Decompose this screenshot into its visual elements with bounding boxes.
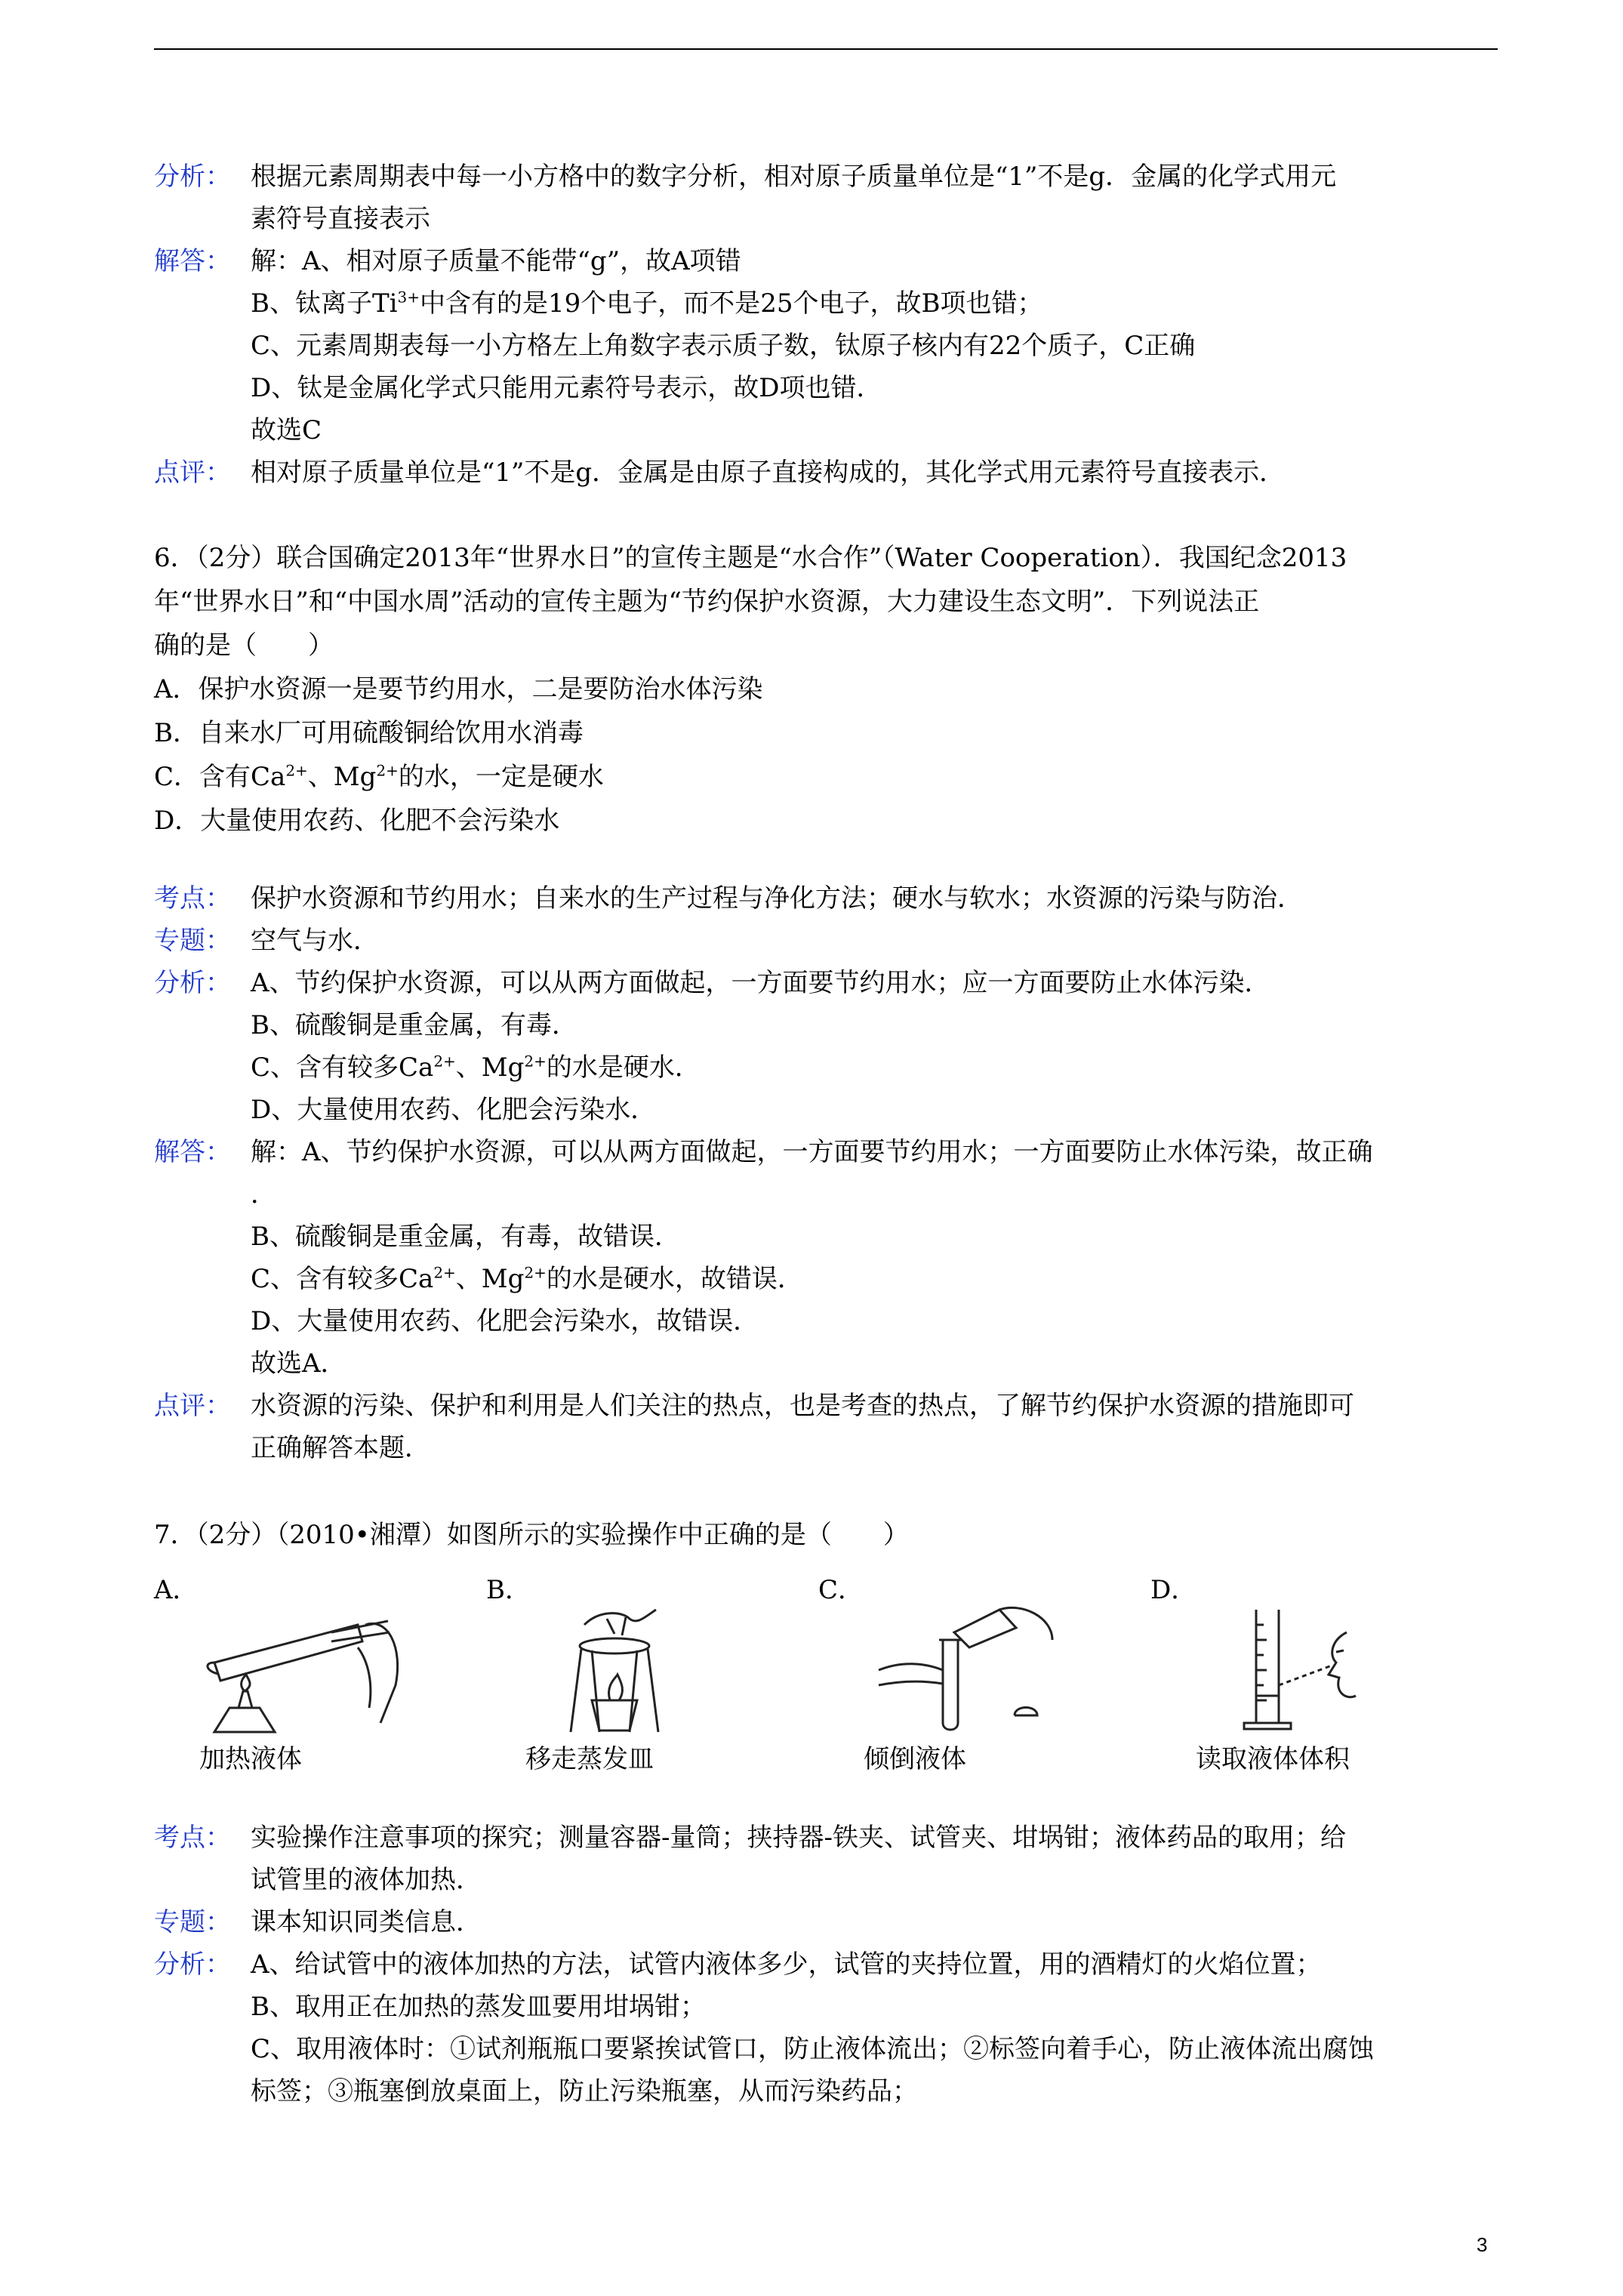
q7-analysis: [154, 1817, 1505, 2113]
figure-caption: 读取液体体积: [1196, 1744, 1350, 1774]
reading-liquid-volume-illustration: [1181, 1602, 1407, 1738]
text-line: 标签；③瓶塞倒放桌面上，防止污染瓶塞，从而污染药品；: [251, 2076, 918, 2106]
label-zhuanti: 专题：: [154, 1907, 231, 1937]
text-line: 实验操作注意事项的探究；测量容器-量筒；挟持器-铁夹、试管夹、坩埚钳；液体药品的取用；给: [251, 1823, 1346, 1853]
question-stem-line: 年“世界水日”和“中国水周”活动的宣传主题为“节约保护水资源，大力建设生态文明”．下列说法正: [154, 587, 1260, 617]
label-fenxi: 分析：: [154, 162, 231, 192]
q5-jieda: [154, 240, 1505, 451]
text-line: A、给试管中的液体加热的方法，试管内液体多少，试管的夹持位置，用的酒精灯的火焰位置；: [251, 1949, 1322, 1980]
figure-letter: C．: [818, 1575, 864, 1605]
q5-analysis: [154, 156, 1505, 494]
label-jieda: 解答：: [154, 246, 231, 276]
label-fenxi: 分析：: [154, 1949, 231, 1980]
option-b: B．自来水厂可用硫酸铜给饮用水消毒: [154, 718, 584, 748]
figure-caption: 移走蒸发皿: [525, 1744, 654, 1774]
q5-fenxi: [154, 156, 1505, 240]
text-line: 根据元素周期表中每一小方格中的数字分析，相对原子质量单位是“1”不是g．金属的化学式用元: [251, 162, 1337, 192]
text-line: B、钛离子$Ti^{3+}$中含有的是19个电子，而不是25个电子，故B项也错；: [251, 288, 1043, 319]
q7-question: [154, 1513, 1505, 1557]
figure-letter: D．: [1150, 1575, 1197, 1605]
text-line: 解：A、相对原子质量不能带“g”，故A项错: [251, 246, 741, 276]
q6-question: [154, 536, 1505, 843]
text-line: 解：A、节约保护水资源，可以从两方面做起，一方面要节约用水；一方面要防止水体污染，故正确: [251, 1137, 1373, 1167]
question-stem-line: 确的是（ ）: [154, 630, 334, 661]
text-line: 故选C: [251, 415, 322, 445]
q6-dianping: [154, 1385, 1505, 1469]
label-kaodian: 考点：: [154, 1823, 231, 1853]
option-c: C．含有$Ca^{2+}$、$Mg^{2+}$的水，一定是硬水: [154, 761, 604, 792]
figure-caption: 倾倒液体: [864, 1744, 966, 1774]
text-line: B、硫酸铜是重金属，有毒．: [251, 1010, 577, 1040]
label-kaodian: 考点：: [154, 883, 231, 914]
text-line: C、含有较多$Ca^{2+}$、$Mg^{2+}$的水是硬水．: [251, 1052, 701, 1083]
q7-kaodian: [154, 1817, 1505, 1901]
q6-fenxi: [154, 962, 1505, 1131]
text-line: 素符号直接表示: [251, 204, 430, 234]
text-line: 空气与水．: [251, 926, 379, 956]
label-zhuanti: 专题：: [154, 926, 231, 956]
text-line: 试管里的液体加热．: [251, 1865, 482, 1895]
figure-b: [486, 1575, 803, 1786]
label-dianping: 点评：: [154, 1391, 231, 1421]
figure-c: [818, 1575, 1135, 1786]
text-line: D、大量使用农药、化肥会污染水，故错误．: [251, 1306, 759, 1336]
label-dianping: 点评：: [154, 458, 231, 488]
heating-liquid-illustration: [184, 1602, 411, 1738]
text-line: 水资源的污染、保护和利用是人们关注的热点，也是考查的热点，了解节约保护水资源的措施即可: [251, 1391, 1354, 1421]
text-line: C、含有较多$Ca^{2+}$、$Mg^{2+}$的水是硬水，故错误．: [251, 1263, 803, 1294]
option-a: A．保护水资源一是要节约用水，二是要防治水体污染: [154, 674, 763, 704]
label-fenxi: 分析：: [154, 968, 231, 998]
q5-dianping: [154, 451, 1505, 494]
q6-kaodian: [154, 877, 1505, 920]
text-line: 正确解答本题．: [251, 1433, 430, 1463]
text-line: D、大量使用农药、化肥会污染水．: [251, 1095, 657, 1125]
text-line: 故选A．: [251, 1348, 346, 1379]
figure-letter: B．: [486, 1575, 531, 1605]
text-line: C、取用液体时：①试剂瓶瓶口要紧挨试管口，防止液体流出；②标签向着手心，防止液体流出腐蚀: [251, 2034, 1375, 2064]
text-line: ．: [251, 1179, 276, 1210]
question-stem-line: 6．（2分）联合国确定2013年“世界水日”的宣传主题是“水合作”（Water Cooperation）．我国纪念2013: [154, 543, 1347, 573]
removing-evaporating-dish-illustration: [516, 1602, 743, 1738]
figure-caption: 加热液体: [199, 1744, 302, 1774]
pouring-liquid-illustration: [848, 1602, 1075, 1738]
header-rule: [154, 48, 1498, 50]
figure-a: [154, 1575, 471, 1786]
q6-zhuanti: [154, 920, 1505, 962]
figure-letter: A．: [154, 1575, 199, 1605]
q6-jieda: [154, 1131, 1505, 1385]
q7-fenxi: [154, 1943, 1505, 2113]
text-line: 保护水资源和节约用水；自来水的生产过程与净化方法；硬水与软水；水资源的污染与防治．: [251, 883, 1303, 914]
q7-zhuanti: [154, 1901, 1505, 1943]
text-line: 相对原子质量单位是“1”不是g．金属是由原子直接构成的，其化学式用元素符号直接表示．: [251, 458, 1286, 488]
page-number: 3: [1477, 2233, 1488, 2256]
text-line: 课本知识同类信息．: [251, 1907, 482, 1937]
text-line: C、元素周期表每一小方格左上角数字表示质子数，钛原子核内有22个质子，C正确: [251, 331, 1196, 361]
question-stem-line: 7．（2分）（2010•湘潭）如图所示的实验操作中正确的是（ ）: [154, 1520, 909, 1550]
text-line: D、钛是金属化学式只能用元素符号表示，故D项也错．: [251, 373, 882, 403]
q7-figure-row: [154, 1575, 1498, 1786]
text-line: B、取用正在加热的蒸发皿要用坩埚钳；: [251, 1992, 706, 2022]
label-jieda: 解答：: [154, 1137, 231, 1167]
text-line: A、节约保护水资源，可以从两方面做起，一方面要节约用水；应一方面要防止水体污染．: [251, 968, 1270, 998]
option-d: D．大量使用农药、化肥不会污染水: [154, 806, 560, 836]
q6-analysis: [154, 877, 1505, 1469]
text-line: B、硫酸铜是重金属，有毒，故错误．: [251, 1222, 680, 1252]
figure-d: [1150, 1575, 1467, 1786]
